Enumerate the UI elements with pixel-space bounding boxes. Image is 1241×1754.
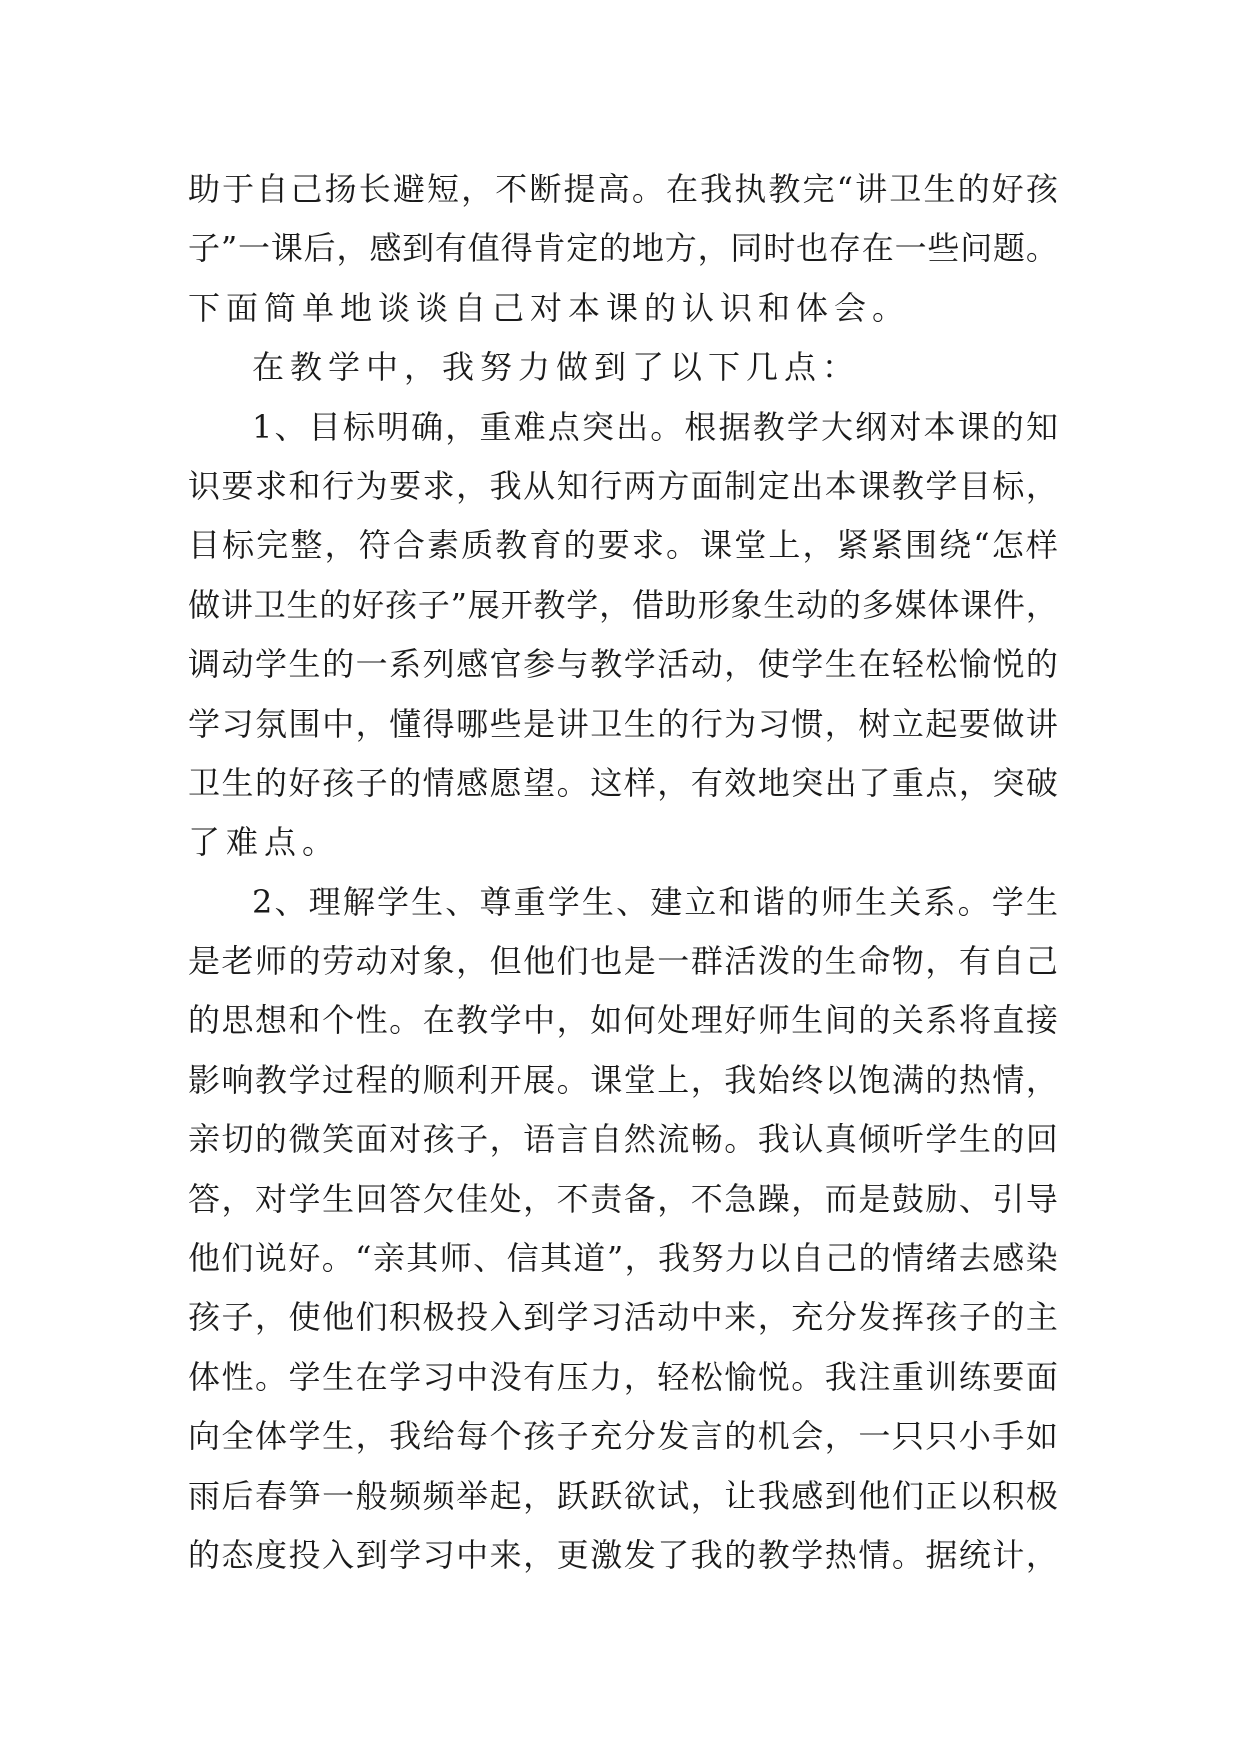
text-line: 是 老 师 的 劳 动 对 象 ， 但 他 们 也 是 一 群 活 泼 的 生 命 物 ， 有 自 己: [188, 942, 1058, 981]
text-line: 调 动 学 生 的 一 系 列 感 官 参 与 教 学 活 动 ， 使 学 生 在 轻 松 愉 悦 的: [188, 645, 1058, 684]
text-line: 雨 后 春 笋 一 般 频 频 举 起 ， 跃 跃 欲 试 ， 让 我 感 到 他 们 正 以 积 极: [188, 1476, 1058, 1515]
document-body: [188, 160, 1058, 1585]
text-line: 学 习 氛 围 中 ， 懂 得 哪 些 是 讲 卫 生 的 行 为 习 惯 ， 树 立 起 要 做 讲: [188, 704, 1058, 743]
text-line: 向 全 体 学 生 ， 我 给 每 个 孩 子 充 分 发 言 的 机 会 ， 一 只 只 小 手 如: [188, 1417, 1058, 1456]
text-line: 卫 生 的 好 孩 子 的 情 感 愿 望 。 这 样 ， 有 效 地 突 出 了 重 点 ， 突 破: [188, 763, 1058, 802]
text-line: 体 性 。 学 生 在 学 习 中 没 有 压 力 ， 轻 松 愉 悦 。 我 注 重 训 练 要 面: [188, 1357, 1058, 1396]
text-line: 他 们 说 好 。 “ 亲 其 师 、 信 其 道 ” ， 我 努 力 以 自 己 的 情 绪 去 感 染: [188, 1239, 1058, 1278]
text-line: 在教学中，我努力做到了以下几点：: [252, 348, 861, 387]
text-line: 答 ， 对 学 生 回 答 欠 佳 处 ， 不 责 备 ， 不 急 躁 ， 而 是 鼓 励 、 引 导: [188, 1179, 1058, 1218]
text-line: 了难点。: [188, 823, 341, 862]
text-line: 1 、 目 标 明 确 ， 重 难 点 突 出 。 根 据 教 学 大 纲 对 本 课 的 知: [252, 407, 1058, 446]
text-line: 做 讲 卫 生 的 好 孩 子 ” 展 开 教 学 ， 借 助 形 象 生 动 的 多 媒 体 课 件 ，: [188, 585, 1058, 624]
text-line: 影 响 教 学 过 程 的 顺 利 开 展 。 课 堂 上 ， 我 始 终 以 饱 满 的 热 情 ，: [188, 1060, 1058, 1099]
text-line: 的 态 度 投 入 到 学 习 中 来 ， 更 激 发 了 我 的 教 学 热 情 。 据 统 计 ，: [188, 1535, 1058, 1574]
text-line: 下面简单地谈谈自己对本课的认识和体会。: [188, 288, 911, 327]
text-line: 2 、 理 解 学 生 、 尊 重 学 生 、 建 立 和 谐 的 师 生 关 系 。 学 生: [252, 882, 1058, 921]
text-line: 子 ” 一 课 后 ， 感 到 有 值 得 肯 定 的 地 方 ， 同 时 也 存 在 一 些 问 题 。: [188, 229, 1058, 268]
text-line: 识 要 求 和 行 为 要 求 ， 我 从 知 行 两 方 面 制 定 出 本 课 教 学 目 标 ，: [188, 466, 1058, 505]
text-line: 孩 子 ， 使 他 们 积 极 投 入 到 学 习 活 动 中 来 ， 充 分 发 挥 孩 子 的 主: [188, 1298, 1058, 1337]
text-line: 亲 切 的 微 笑 面 对 孩 子 ， 语 言 自 然 流 畅 。 我 认 真 倾 听 学 生 的 回: [188, 1120, 1058, 1159]
text-line: 助 于 自 己 扬 长 避 短 ， 不 断 提 高 。 在 我 执 教 完 “ 讲 卫 生 的 好 孩: [188, 170, 1058, 208]
text-line: 的 思 想 和 个 性 。 在 教 学 中 ， 如 何 处 理 好 师 生 间 的 关 系 将 直 接: [188, 1001, 1058, 1040]
text-line: 目 标 完 整 ， 符 合 素 质 教 育 的 要 求 。 课 堂 上 ， 紧 紧 围 绕 “ 怎 样: [188, 526, 1058, 565]
